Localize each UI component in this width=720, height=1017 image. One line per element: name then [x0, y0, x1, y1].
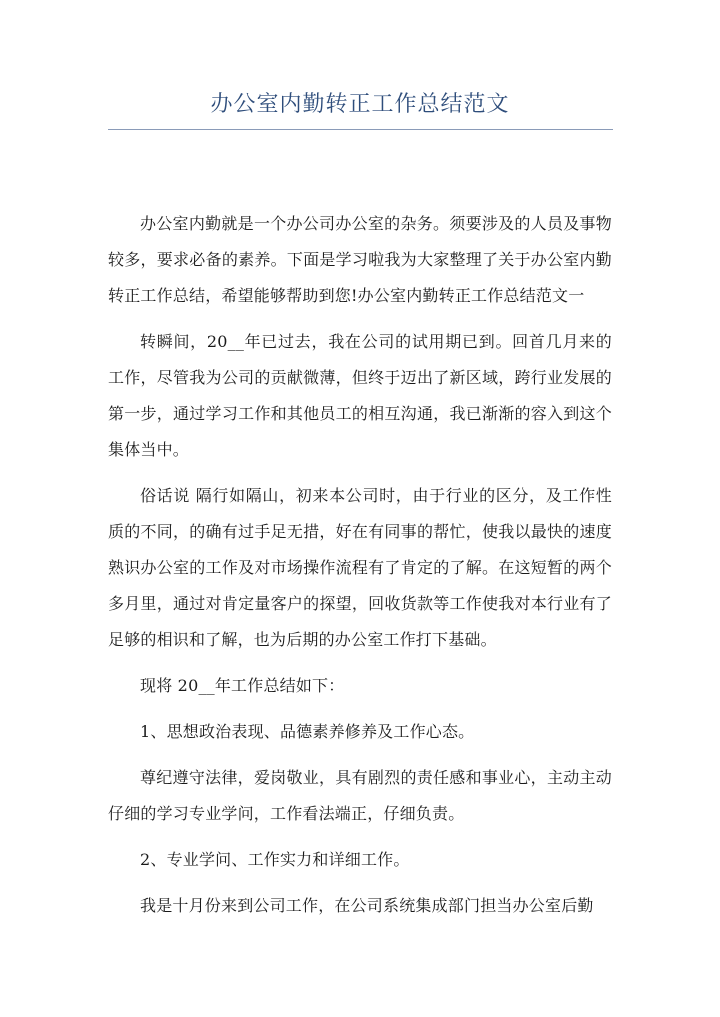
paragraph-review: 转瞬间，20__年已过去，我在公司的试用期已到。回首几月来的工作，尽管我为公司的贡献微薄，但终于迈出了新区域，跨行业发展的第一步，通过学习工作和其他员工的相互沟通，我已渐渐的容入到这个集体当中。	[108, 332, 612, 459]
section-heading-2: 2、专业学问、工作实力和详细工作。	[140, 850, 410, 869]
paragraph-intro: 办公室内勤就是一个办公司办公室的杂务。须要涉及的人员及事物较多，要求必备的素养。下面是学习啦我为大家整理了关于办公室内勤转正工作总结，希望能够帮助到您!办公室内勤转正工作总结范文一	[108, 214, 612, 305]
paragraph-work: 我是十月份来到公司工作，在公司系统集成部门担当办公室后勤	[140, 896, 594, 915]
document-body	[108, 206, 612, 934]
paragraph-summary-lead: 现将 20__年工作总结如下：	[140, 676, 345, 695]
document-title: 办公室内勤转正工作总结范文	[210, 92, 510, 117]
paragraph-attitude: 尊纪遵守法律，爱岗敬业，具有剧烈的责任感和事业心，主动主动仔细的学习专业学问，工作看法端正，仔细负责。	[108, 768, 612, 823]
title-underline	[108, 129, 613, 130]
section-heading-1: 1、思想政治表现、品德素养修养及工作心态。	[140, 722, 475, 741]
paragraph-adaptation: 俗话说 隔行如隔山，初来本公司时，由于行业的区分，及工作性质的不同，的确有过手足无措，好在有同事的帮忙，使我以最快的速度熟识办公室的工作及对市场操作流程有了肯定的了解。在这短暂的两个多月里，通过对肯定量客户的探望，回收货款等工作使我对本行业有了足够的相识和了解，也为后期的办公室工作打下基础。	[108, 486, 612, 649]
